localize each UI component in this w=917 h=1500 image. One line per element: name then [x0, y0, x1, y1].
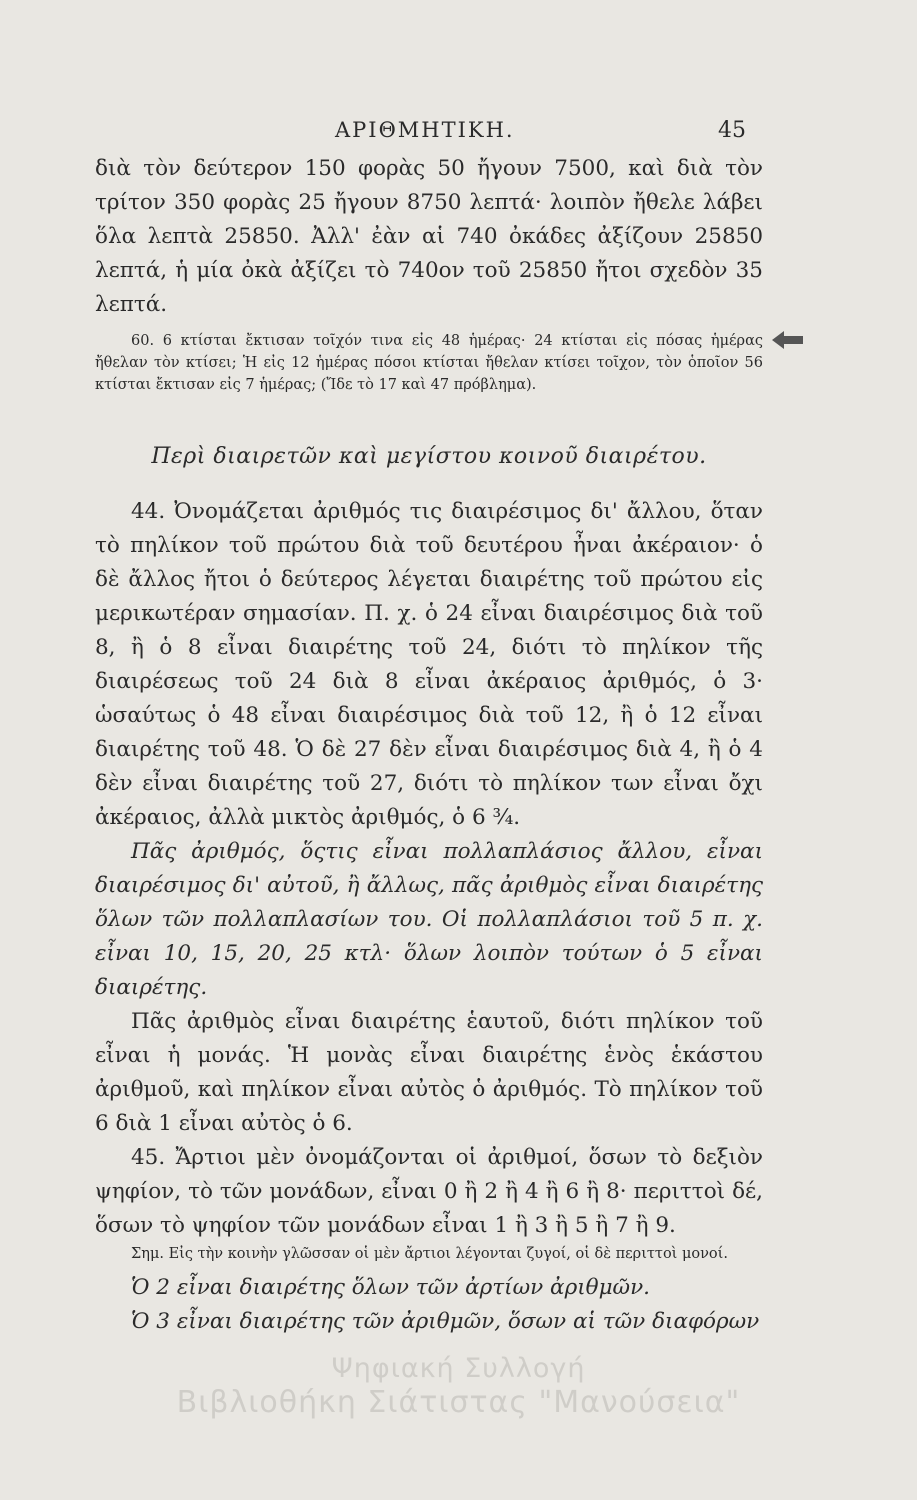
paragraph-divisor-2: Ὁ 2 εἶναι διαιρέτης ὅλων τῶν ἀρτίων ἀριθμῶν.	[131, 1275, 650, 1300]
page-header	[0, 118, 917, 152]
pointing-hand-icon	[770, 327, 806, 353]
footnote-remark: Σημ. Εἰς τὴν κοινὴν γλῶσσαν οἱ μὲν ἄρτιοι λέγονται ζυγοί, οἱ δὲ περιττοὶ μονοί.	[131, 1246, 728, 1262]
page-number: 45	[718, 118, 746, 143]
paragraph-divisor-3: Ὁ 3 εἶναι διαιρέτης τῶν ἀριθμῶν, ὅσων αἱ τῶν διαφόρων	[131, 1309, 760, 1334]
watermark-line2: Βιβλιοθήκη Σιάτιστας "Μανούσεια"	[176, 1385, 741, 1420]
paragraph-45: 45. Ἄρτιοι μὲν ὀνομάζονται οἱ ἀριθμοί, ὅσων τὸ δεξιὸν ψηφίον, τὸ τῶν μονάδων, εἶναι 0 ἢ 2 ἢ 4 ἢ 6 ἢ 8· περιττοὶ δέ, ὅσων τὸ ψηφίον τῶν μονάδων εἶναι 1 ἢ 3 ἢ 5 ἢ 7 ἢ 9.	[95, 1145, 763, 1238]
body-text	[95, 152, 763, 1339]
paragraph-continued: διὰ τὸν δεύτερον 150 φορὰς 50 ἤγουν 7500, καὶ διὰ τὸν τρίτον 350 φορὰς 25 ἤγουν 8750 λεπτά· λοιπὸν ἤθελε λάβει ὅλα λεπτὰ 25850. Ἀλλ' ἐὰν αἱ 740 ὀκάδες ἀξίζουν 25850 λεπτά, ἡ μία ὀκὰ ἀξίζει τὸ 740ον τοῦ 25850 ἤτοι σχεδὸν 35 λεπτά.	[95, 156, 763, 317]
paragraph-44: 44. Ὀνομάζεται ἀριθμός τις διαιρέσιμος δι' ἄλλου, ὅταν τὸ πηλίκον τοῦ πρώτου διὰ τοῦ δευτέρου ἦναι ἀκέραιον· ὁ δὲ ἄλλος ἤτοι ὁ δεύτερος λέγεται διαιρέτης τοῦ πρώτου εἰς μερικωτέραν σημασίαν. Π. χ. ὁ 24 εἶναι διαιρέσιμος διὰ τοῦ 8, ἢ ὁ 8 εἶναι διαιρέτης τοῦ 24, διότι τὸ πηλίκον τῆς διαιρέσεως τοῦ 24 διὰ 8 εἶναι ἀκέραιος ἀριθμός, ὁ 3· ὡσαύτως ὁ 48 εἶναι διαιρέσιμος διὰ τοῦ 12, ἢ ὁ 12 εἶναι διαιρέτης τοῦ 48. Ὁ δὲ 27 δὲν εἶναι διαιρέσιμος διὰ 4, ἢ ὁ 4 δὲν εἶναι διαιρέτης τοῦ 27, διότι τὸ πηλίκον των εἶναι ὄχι ἀκέραιος, ἀλλὰ μικτὸς ἀριθμός, ὁ 6 ¾.	[95, 499, 763, 830]
library-watermark	[0, 1353, 917, 1420]
running-title: ΑΡΙΘΜΗΤΙΚΗ.	[335, 118, 515, 142]
section-heading: Περὶ διαιρετῶν καὶ μεγίστου κοινοῦ διαιρέτου.	[151, 444, 707, 469]
paragraph-self-divisor: Πᾶς ἀριθμὸς εἶναι διαιρέτης ἑαυτοῦ, διότι πηλίκον τοῦ εἶναι ἡ μονάς. Ἡ μονὰς εἶναι διαιρέτης ἑνὸς ἑκάστου ἀριθμοῦ, καὶ πηλίκον εἶναι αὐτὸς ὁ ἀριθμός. Τὸ πηλίκον τοῦ 6 διὰ 1 εἶναι αὐτὸς ὁ 6.	[95, 1009, 763, 1136]
watermark-line1: Ψηφιακή Συλλογή	[331, 1353, 586, 1384]
exercise-60: 60. 6 κτίσται ἔκτισαν τοῖχόν τινα εἰς 48 ἡμέρας· 24 κτίσται εἰς πόσας ἡμέρας ἤθελαν τὸν κτίσει; Ἡ εἰς 12 ἡμέρας πόσοι κτίσται ἤθελαν κτίσει τοῖχον, τὸν ὁποῖον 56 κτίσται ἔκτισαν εἰς 7 ἡμέρας; (Ἴδε τὸ 17 καὶ 47 πρόβλημα).	[95, 333, 763, 393]
paragraph-multiples: Πᾶς ἀριθμός, ὅςτις εἶναι πολλαπλάσιος ἄλλου, εἶναι διαιρέσιμος δι' αὐτοῦ, ἢ ἄλλως, πᾶς ἀριθμὸς εἶναι διαιρέτης ὅλων τῶν πολλαπλασίων του. Οἱ πολλαπλάσιοι τοῦ 5 π. χ. εἶναι 10, 15, 20, 25 κτλ· ὅλων λοιπὸν τούτων ὁ 5 εἶναι διαιρέτης.	[95, 839, 763, 1000]
